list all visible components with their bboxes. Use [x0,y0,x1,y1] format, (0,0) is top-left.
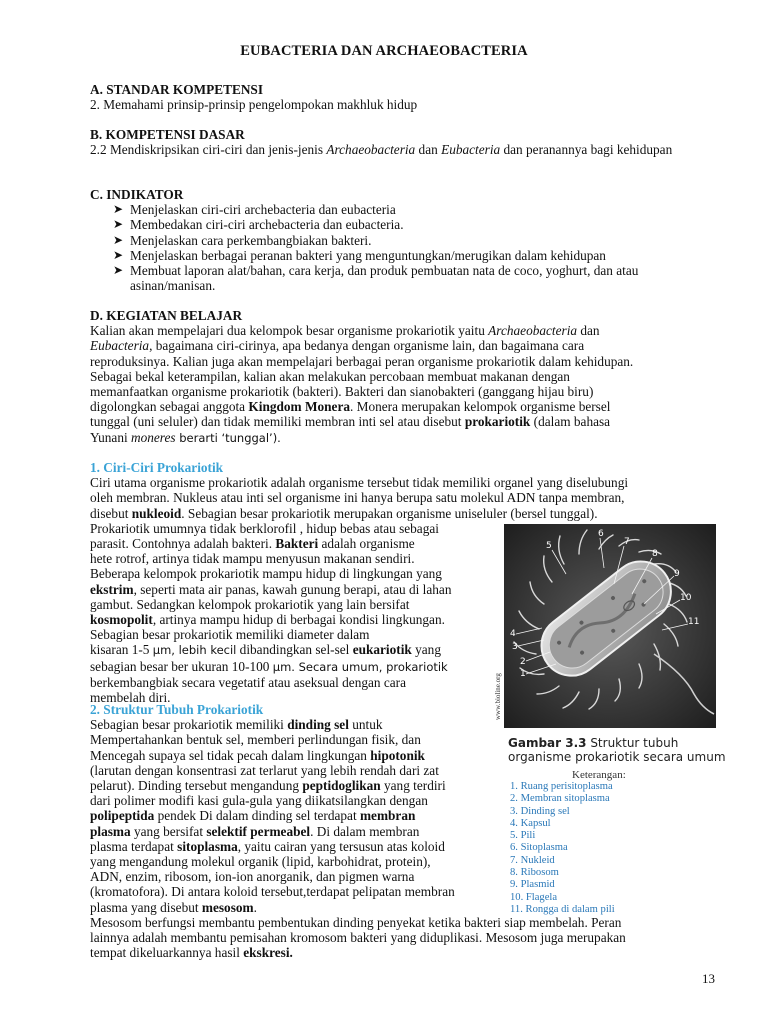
text-run: adalah organisme [318,536,415,552]
figure-number: 3 [512,642,518,652]
body-line [90,945,715,960]
section-c [90,187,715,293]
bold-term: polipeptida [90,808,155,824]
section-b-term-archaeobacteria: Archaeobacteria [326,142,416,158]
section-c-heading: C. INDIKATOR [90,187,184,202]
legend-item: 7. Nukleid [510,854,555,866]
bold-term: prokariotik [464,414,531,430]
body-line: Sebagian besar prokariotik memiliki diameter dalam [90,627,370,643]
text-run: sebagian besar ber ukuran 10-100 [90,658,273,674]
body-line: gambut. Sedangkan kelompok prokariotik yang lain bersifat [90,596,410,612]
bold-term: ekstrim [90,581,134,597]
body-line: (kromatofora). Di antara koloid tersebut,terdapat pelipatan membran [90,884,455,900]
subsection-1-heading: 1. Ciri-Ciri Prokariotik [90,460,224,475]
section-b-text [90,142,715,157]
legend-item: 10. Flagela [510,891,558,903]
section-d-line [90,399,715,414]
section-b-text-post: dan peranannya bagi kehidupan [500,142,673,158]
figure-number: 7 [624,537,630,547]
section-d-heading: D. KEGIATAN BELAJAR [90,308,243,323]
text-run: digolongkan sebagai anggota [90,399,249,415]
indicator-text: Menjelaskan ciri-ciri archebacteria dan eubacteria [130,202,396,218]
body-line: hete rotrof, artinya tidak mampu menyusun makanan sendiri. [90,551,415,567]
text-run: Kalian akan mempelajari dua kelompok besar organisme prokariotik yaitu [90,323,489,339]
body-line: berkembangbiak secara vegetatif atau aseksual dengan cara [90,674,407,690]
text-run: tempat dikeluarkannya hasil [90,945,244,961]
section-b-text-mid: dan [415,142,442,158]
page-title: EUBACTERIA DAN ARCHAEOBACTERIA [240,43,528,59]
text-run: (dalam bahasa [530,414,611,430]
text-run: yang terdiri [380,778,446,794]
bold-term: selektif permeabel [206,823,311,839]
arrow-bullet-icon: ➤ [113,202,124,217]
text-run: , artinya mampu hidup di berbagai kondisi lingkungan. [152,612,445,628]
text-run: , seperti mata air panas, kawah gunung berapi, atau di lahan [133,581,452,597]
figure-number: 2 [520,657,526,667]
bold-term: nukleoid [131,505,182,521]
body-line [90,805,715,824]
section-b [90,127,715,157]
figure-number: 8 [652,549,658,559]
arrow-bullet-icon: ➤ [113,217,124,232]
legend-item: 1. Ruang perisitoplasma [510,781,613,792]
section-d-line [90,323,715,338]
bold-term: hipotonik [370,747,425,763]
subsection-2-heading: 2. Struktur Tubuh Prokariotik [90,702,264,717]
legend-item: 3. Dinding sel [510,805,570,817]
text-run: pelarut). Dinding tersebut mengandung [90,778,303,794]
body-line: Mesosom berfungsi membantu pembentukan dinding penyekat ketika bakteri siap membelah. Peran [90,914,622,930]
text-run: berarti ‘tunggal’). [175,430,281,445]
body-line [90,839,715,854]
bold-term: Bakteri [275,536,319,552]
list-item [90,217,715,232]
body-line: (larutan dengan konsentrasi zat terlarut yang lebih rendah dari zat [90,762,439,778]
indicator-list [90,202,715,293]
figure-number: 1 [520,669,526,679]
section-d-line [90,338,715,353]
figure-credit: www.bioline.org [494,673,502,720]
text-run: plasma terdapat [90,838,178,854]
section-d-line: memanfaatkan organisme prokariotik (bakteri). Bakteri dan sianobakteri (ganggang hijau biru) [90,384,594,400]
bold-term: eukariotik [352,642,412,658]
indicator-text: Membedakan ciri-ciri archebacteria dan eubacteria. [130,217,404,233]
body-line: yang mengandung molekul organik (lipid, karbohidrat, protein), [90,854,431,870]
section-b-heading: B. KOMPETENSI DASAR [90,127,245,142]
legend-item: 5. Pili [510,830,536,842]
body-line: oleh membran. Nukleus atau inti sel organisme ini hanya berupa satu molekul ADN tanpa membran, [90,490,625,506]
body-line: Beberapa kelompok prokariotik mampu hidup di lingkungan yang [90,566,442,582]
body-line: ADN, enzim, ribosom, ion-ion anorganik, dan pigmen warna [90,869,415,885]
text-run: untuk [348,717,383,733]
text-run: kisaran 1-5 [90,642,153,658]
bold-term: peptidoglikan [302,778,381,794]
bold-term: kosmopolit [90,612,153,628]
text-run: , bagaimana ciri-cirinya, apa bedanya dengan organisme lain, dan bagaimana cara [149,338,585,354]
body-line [90,900,715,915]
list-item [90,263,715,293]
arrow-bullet-icon: ➤ [113,263,124,278]
bold-term: dinding sel [287,717,349,733]
figure-caption [508,736,728,764]
figure-caption-label: Gambar 3.3 [508,736,587,750]
text-run: Sebagian besar prokariotik memiliki [90,717,288,733]
text-run: Mencegah supaya sel tidak pecah dalam lingkungan [90,747,371,763]
body-line [90,506,715,521]
body-line: Prokariotik umumnya tidak berklorofil , hidup bebas atau sebagai [90,520,439,536]
indicator-text: Menjelaskan cara perkembangbiakan bakteri. [130,232,372,248]
indicator-text: Menjelaskan berbagai peranan bakteri yang menguntungkan/merugikan dalam kehidupan [130,247,606,263]
legend-item: 8. Ribosom [510,867,559,879]
figure-caption-text: Struktur tubuh organisme prokariotik secara umum [508,736,726,764]
section-d [90,308,715,446]
arrow-bullet-icon: ➤ [113,247,124,262]
text-run: , yaitu cairan yang tersusun atas koloid [237,838,445,854]
body-line: Ciri utama organisme prokariotik adalah organisme tersebut tidak memiliki organel yang diselubungi [90,475,629,491]
bold-term: Kingdom Monera [248,399,350,415]
legend-item: 9. Plasmid [510,879,555,891]
page-number: 13 [702,971,715,986]
text-run: dibandingkan sel-sel [236,642,353,658]
figure-number: 9 [674,569,680,579]
body-line: lainnya adalah membantu pemisahan kromosom bakteri yang diduplikasi. Mesosom juga merupakan [90,930,626,946]
text-run: µm. Secara umum, prokariotik [272,659,448,674]
section-d-line: reproduksinya. Kalian juga akan mempelajari berbagai peran organisme prokariotik dalam kehidupan. [90,353,634,369]
text-run: Yunani [90,429,131,445]
section-d-line [90,430,715,446]
text-run: yang [411,642,441,658]
body-line [90,824,715,839]
list-item [90,202,715,217]
legend-list [510,781,615,916]
text-run: . Di dalam membran [310,823,420,839]
legend-title: Keterangan: [572,769,626,781]
legend-item: 6. Sitoplasma [510,842,568,854]
body-line: membelah diri. [90,690,171,706]
section-d-line: Sebagai bekal keterampilan, kalian akan melakukan percobaan membuat makanan dengan [90,368,570,384]
list-item [90,233,715,248]
italic-term: Archaeobacteria [488,323,578,339]
text-run: . [253,899,257,915]
bacteria-structure-figure [504,524,716,728]
legend-item: 11. Rongga di dalam pili [510,903,615,915]
text-run: . Monera merupakan kelompok organisme bersel [350,399,611,415]
text-run: tunggal (uni seluler) dan tidak memiliki membran inti sel atau disebut [90,414,465,430]
italic-term: Eubacteria [90,338,150,354]
text-run: pendek Di dalam dinding sel terdapat [154,808,360,824]
legend-item: 4. Kapsul [510,817,551,829]
bold-term: ekskresi. [243,945,293,961]
section-a-text: 2. Memahami prinsip-prinsip pengelompokan makhluk hidup [90,97,418,113]
figure-number: 5 [546,541,552,551]
section-a-heading: A. STANDAR KOMPETENSI [90,82,264,97]
legend-item: 2. Membran sitoplasma [510,793,610,805]
figure-number: 6 [598,529,604,539]
indicator-text: Membuat laporan alat/bahan, cara kerja, dan produk pembuatan nata de coco, yoghurt, dan atau asinan/manisan. [130,263,639,294]
body-line: dari polimer modifi kasi gula-gula yang diikatsilangkan dengan [90,793,428,809]
text-run: parasit. Contohnya adalah bakteri. [90,536,276,552]
list-item [90,248,715,263]
italic-term: moneres [131,429,176,445]
section-a [90,82,715,112]
text-run: plasma yang disebut [90,899,202,915]
text-run: . Sebagian besar prokariotik merupakan organisme uniseluler (bersel tunggal). [181,505,598,521]
bold-term: mesosom [201,899,254,915]
bold-term: plasma [90,823,131,839]
section-b-term-eubacteria: Eubacteria [441,142,501,158]
text-run: yang bersifat [130,823,207,839]
figure-number: 10 [680,593,692,603]
bacteria-illustration [504,524,716,728]
bold-term: membran [359,808,416,824]
text-run: µm, lebih kecil [152,643,237,658]
section-b-text-pre: 2.2 Mendiskripsikan ciri-ciri dan jenis-jenis [90,142,327,158]
bold-term: sitoplasma [177,838,238,854]
text-run: disebut [90,505,132,521]
text-run: dan [577,323,600,339]
arrow-bullet-icon: ➤ [113,232,124,247]
figure-number: 11 [688,617,700,627]
body-line: Mempertahankan bentuk sel, memberi perlindungan fisik, dan [90,732,421,748]
figure-number: 4 [510,629,516,639]
section-d-line [90,414,715,429]
